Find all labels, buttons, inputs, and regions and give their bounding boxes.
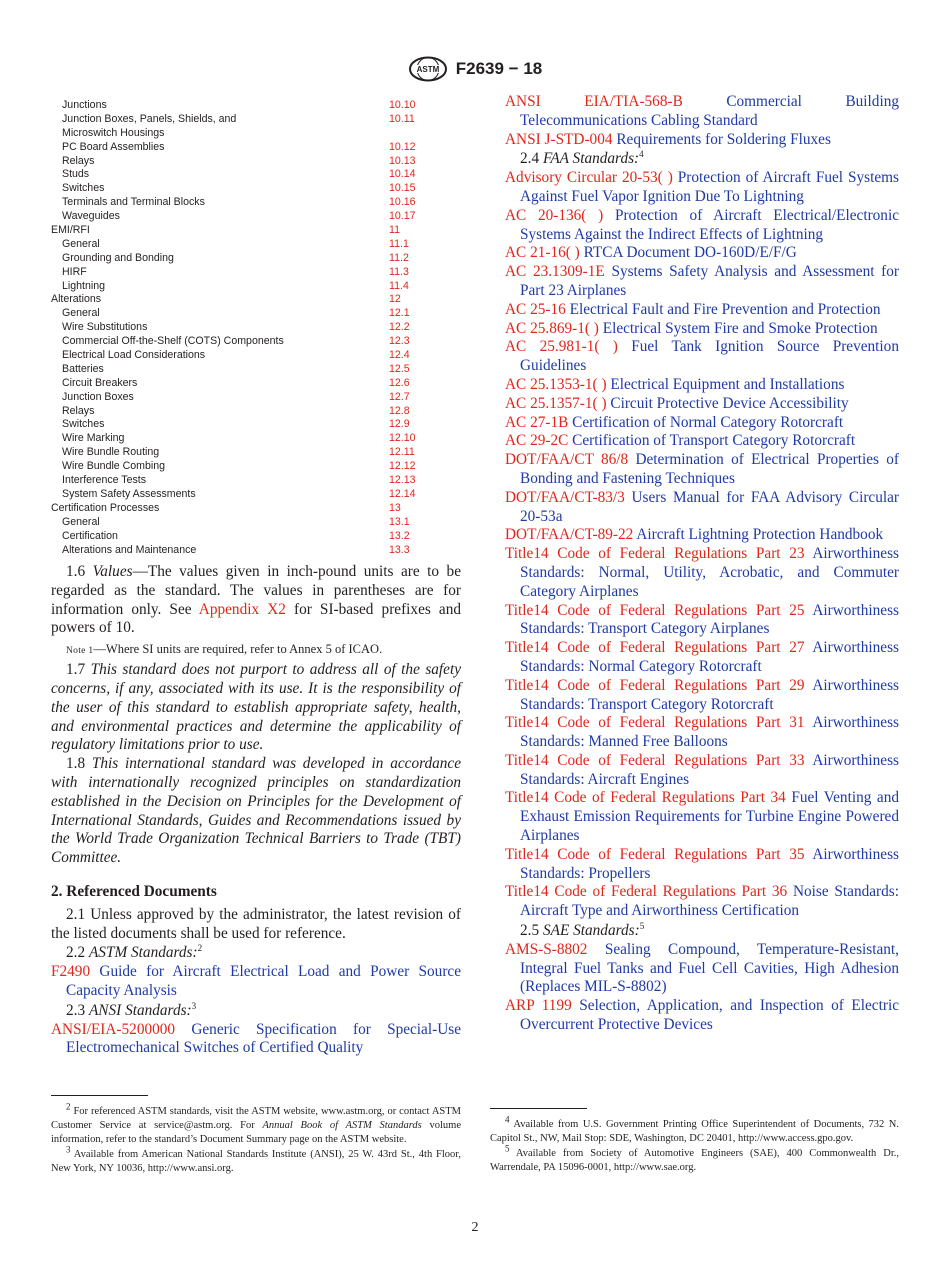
toc-label: Certification <box>62 529 118 542</box>
toc-section-number[interactable]: 12.3 <box>389 335 410 348</box>
toc-row[interactable] <box>51 210 421 224</box>
ansi-reference-list <box>51 1021 461 1059</box>
reference-code-link[interactable]: Title14 Code of Federal Regulations Part 25 <box>505 601 805 619</box>
section-2-heading: 2. Referenced Documents <box>51 882 217 900</box>
toc-row[interactable] <box>51 544 421 558</box>
toc-label: General <box>62 237 100 250</box>
toc-row[interactable] <box>51 196 421 210</box>
toc-row[interactable] <box>51 182 421 196</box>
note-1: Note 1—Where SI units are required, refer to Annex 5 of ICAO. <box>66 642 383 657</box>
toc-row[interactable] <box>51 530 421 544</box>
toc-row[interactable] <box>51 238 421 252</box>
toc-label: Certification Processes <box>51 501 160 514</box>
toc-section-number[interactable]: 13.2 <box>389 529 410 542</box>
appendix-x2-link[interactable]: Appendix X2 <box>198 600 286 618</box>
reference-entry <box>505 639 899 677</box>
reference-entry <box>505 93 899 131</box>
document-id: F2639 − 18 <box>455 59 543 78</box>
toc-section-number[interactable]: 12 <box>389 293 401 306</box>
reference-code-link[interactable]: AC 27-1B <box>505 413 569 431</box>
section-1-6: 1.6 Values—The values given in inch-pound units are to be regarded as the standard. The values in parentheses are for information only. See Appendix X2 for SI-based prefixes and powers of 10. <box>51 563 461 637</box>
reference-code-link[interactable]: AC 25-16 <box>505 300 566 318</box>
reference-entry <box>505 338 899 376</box>
reference-entry <box>505 883 899 921</box>
toc-label: Batteries <box>62 362 104 375</box>
reference-code-link[interactable]: Title14 Code of Federal Regulations Part 27 <box>505 639 805 657</box>
left-column <box>51 563 461 1058</box>
toc-row[interactable] <box>51 224 421 238</box>
toc-label: Wire Marking <box>62 432 125 445</box>
reference-title-link[interactable]: Noise Standards: Aircraft Type and Airworthiness Certification <box>520 883 900 920</box>
toc-label: HIRF <box>62 265 87 278</box>
reference-entry <box>505 376 899 395</box>
toc-row[interactable] <box>51 488 421 502</box>
toc-label: Alterations and Maintenance <box>62 543 197 556</box>
toc-label: Interference Tests <box>62 474 147 487</box>
reference-code-link[interactable]: F2490 <box>51 963 91 981</box>
reference-title-link[interactable]: Selection, Application, and Inspection of Electric Overcurrent Protective Devices <box>520 997 899 1034</box>
reference-title-link[interactable]: Systems Safety Analysis and Assessment for Part 23 Airplanes <box>520 263 899 299</box>
toc-label: Lightning <box>62 279 106 292</box>
toc-row[interactable] <box>51 113 421 127</box>
toc-row[interactable] <box>51 418 421 432</box>
reference-code-link[interactable]: AC 25.869-1( ) <box>505 319 599 337</box>
reference-code-link[interactable]: ANSI/EIA-5200000 <box>51 1020 176 1038</box>
reference-title-link[interactable]: Airworthiness Standards: Propellers <box>520 845 899 882</box>
toc-row[interactable] <box>51 168 421 182</box>
toc-label: General <box>62 307 100 320</box>
table-of-contents <box>51 99 421 557</box>
toc-row[interactable] <box>51 405 421 419</box>
reference-title-link[interactable]: Airworthiness Standards: Manned Free Balloons <box>520 714 899 751</box>
reference-code-link[interactable]: AC 21-16( ) <box>505 244 580 262</box>
reference-title-link[interactable]: Airworthiness Standards: Normal, Utility, Acrobatic, and Commuter Category Airplanes <box>520 545 899 600</box>
toc-label: Terminals and Terminal Blocks <box>62 196 205 209</box>
toc-label: Wire Bundle Routing <box>62 446 160 459</box>
reference-entry <box>505 263 899 301</box>
toc-label: Circuit Breakers <box>62 376 138 389</box>
toc-label: Relays <box>62 154 95 167</box>
reference-entry <box>505 545 899 601</box>
reference-entry <box>505 997 899 1035</box>
toc-row[interactable] <box>51 99 421 113</box>
footnotes-left <box>51 1101 462 1177</box>
reference-title-link[interactable]: Airworthiness Standards: Transport Category Airplanes <box>520 601 899 638</box>
reference-entry <box>51 963 461 1001</box>
reference-title-link[interactable]: Airworthiness Standards: Normal Category Rotorcraft <box>520 639 899 675</box>
reference-code-link[interactable]: Title14 Code of Federal Regulations Part 33 <box>505 751 805 769</box>
toc-section-number[interactable]: 13.3 <box>389 543 410 556</box>
reference-title-link[interactable]: Electrical System Fire and Smoke Protection <box>602 319 878 337</box>
footnote-5: $^5$ Available from Society of Automotive Engineers (SAE), 400 Commonwealth Dr., Warrendale, PA 15096-0001, http://www.sae.org. <box>490 1143 899 1173</box>
toc-label: Junctions <box>62 99 107 111</box>
toc-section-number[interactable]: 12.1 <box>389 307 410 320</box>
toc-row[interactable] <box>51 155 421 169</box>
footnote-4: $^4$ Available from U.S. Government Printing Office Superintendent of Documents, 732 N. Capitol St., NW, Mail Stop: SDE, Washington, DC 20401, http://www.access.gpo.gov. <box>490 1114 899 1144</box>
reference-title-link[interactable]: Fuel Venting and Exhaust Emission Requirements for Turbine Engine Powered Airplanes <box>520 789 899 845</box>
toc-label: PC Board Assemblies <box>62 140 165 153</box>
toc-label: Switches <box>62 182 105 195</box>
reference-entry <box>505 602 899 640</box>
reference-title-link[interactable]: Requirements for Soldering Fluxes <box>616 130 831 148</box>
reference-code-link[interactable]: Title14 Code of Federal Regulations Part 35 <box>505 845 805 863</box>
toc-row[interactable] <box>51 321 421 335</box>
toc-section-number[interactable]: 12.11 <box>389 446 415 459</box>
footnote-3: $^3$ Available from American National Standards Institute (ANSI), 25 W. 43rd St., 4th Floor, New York, NY 10036, http://www.ansi.org. <box>51 1144 462 1174</box>
reference-code-link[interactable]: ANSI J-STD-004 <box>505 130 613 148</box>
reference-code-link[interactable]: AC 23.1309-1E <box>505 263 605 281</box>
section-2-5: 2.5 SAE Standards:$^5$ <box>520 920 645 940</box>
reference-title-link[interactable]: Circuit Protective Device Accessibility <box>610 394 849 412</box>
reference-title-link[interactable]: RTCA Document DO-160D/E/F/G <box>583 244 797 262</box>
reference-entry <box>505 301 899 320</box>
toc-label: Microswitch Housings <box>62 126 165 139</box>
toc-row[interactable] <box>51 391 421 405</box>
toc-label: Junction Boxes <box>62 390 134 403</box>
toc-section-number[interactable]: 10.13 <box>389 154 416 167</box>
section-1-7: 1.7 This standard does not purport to address all of the safety concerns, if any, associated with its use. It is the responsibility of the user of this standard to establish appropriate safety, health, and environmental practices and determine the applicability of regulatory limitations prior to use. <box>51 661 462 754</box>
footnote-2: $^2$ For referenced ASTM standards, visit the ASTM website, www.astm.org, or contact ASTM Customer Service at service@astm.org. For Annual Book of ASTM Standards volume information, refer to the standard’s Document Summary page on the ASTM website. <box>51 1101 462 1145</box>
toc-section-number[interactable]: 10.10 <box>389 99 416 111</box>
reference-code-link[interactable]: AC 29-2C <box>505 432 569 450</box>
reference-code-link[interactable]: AMS-S-8802 <box>505 940 588 958</box>
reference-entry <box>505 846 899 884</box>
reference-title-link[interactable]: Certification of Normal Category Rotorcraft <box>572 413 844 431</box>
toc-row[interactable] <box>51 502 421 516</box>
astm-reference-list <box>51 963 461 1001</box>
toc-row[interactable] <box>51 446 421 460</box>
reference-code-link[interactable]: Title14 Code of Federal Regulations Part 36 <box>505 883 788 901</box>
toc-section-number[interactable]: 13.1 <box>389 515 410 528</box>
toc-section-number[interactable]: 12.8 <box>389 404 410 417</box>
toc-row[interactable] <box>51 460 421 474</box>
reference-entry <box>505 244 899 263</box>
toc-section-number[interactable]: 12.5 <box>389 362 410 375</box>
toc-row[interactable] <box>51 293 421 307</box>
svg-text:ASTM: ASTM <box>416 65 440 74</box>
toc-section-number[interactable]: 13 <box>389 501 401 514</box>
toc-row[interactable] <box>51 252 421 266</box>
toc-row[interactable] <box>51 307 421 321</box>
toc-label: Commercial Off-the-Shelf (COTS) Components <box>62 335 284 348</box>
reference-title-link[interactable]: Fuel Tank Ignition Source Prevention Guidelines <box>520 338 899 375</box>
toc-label: Relays <box>62 404 95 417</box>
toc-row[interactable] <box>51 335 421 349</box>
page-header <box>0 56 950 82</box>
toc-label: Studs <box>62 168 90 181</box>
reference-title-link[interactable]: Generic Specification for Special-Use Electromechanical Switches of Certified Quality <box>66 1020 461 1057</box>
toc-label: Switches <box>62 418 105 431</box>
toc-row[interactable] <box>51 141 421 155</box>
reference-code-link[interactable]: Title14 Code of Federal Regulations Part 29 <box>505 676 805 694</box>
toc-label: EMI/RFI <box>51 224 90 237</box>
reference-title-link[interactable]: Protection of Aircraft Electrical/Electronic Systems Against the Indirect Effects of Lightning <box>520 206 899 243</box>
reference-code-link[interactable]: DOT/FAA/CT-89-22 <box>505 526 634 544</box>
reference-code-link[interactable]: DOT/FAA/CT 86/8 <box>505 451 629 469</box>
reference-title-link[interactable]: Airworthiness Standards: Aircraft Engines <box>520 751 899 788</box>
toc-label: Junction Boxes, Panels, Shields, and <box>62 112 237 125</box>
toc-section-number[interactable]: 11.4 <box>389 279 409 292</box>
reference-entry <box>51 1021 461 1059</box>
toc-section-number[interactable]: 12.7 <box>389 390 410 403</box>
reference-title-link[interactable]: Users Manual for FAA Advisory Circular 20-53a <box>520 488 899 525</box>
toc-section-number[interactable]: 12.4 <box>389 349 410 362</box>
toc-section-number[interactable]: 10.12 <box>389 140 416 153</box>
reference-code-link[interactable]: Title14 Code of Federal Regulations Part 34 <box>505 789 786 807</box>
toc-row[interactable] <box>51 377 421 391</box>
section-2-4: 2.4 FAA Standards:$^4$ <box>520 149 644 168</box>
reference-entry <box>505 752 899 790</box>
reference-title-link[interactable]: Determination of Electrical Properties of Bonding and Fastening Techniques <box>520 451 899 487</box>
toc-section-number[interactable]: 10.16 <box>389 196 416 209</box>
reference-entry <box>505 414 899 433</box>
reference-entry <box>505 169 899 207</box>
section-2-3: 2.3 ANSI Standards:$^3$ <box>66 1000 197 1019</box>
toc-section-number[interactable]: 12.13 <box>389 474 416 487</box>
reference-entry <box>505 941 899 997</box>
astm-logo-icon <box>408 56 448 82</box>
reference-entry <box>505 677 899 715</box>
toc-section-number[interactable]: 12.12 <box>389 460 416 473</box>
reference-entry <box>505 489 899 527</box>
section-2-2: 2.2 ASTM Standards:$^2$ <box>66 943 203 962</box>
footnote-divider-left <box>51 1095 148 1096</box>
toc-section-number[interactable]: 10.11 <box>389 112 415 125</box>
toc-label: Alterations <box>51 293 102 306</box>
reference-code-link[interactable]: AC 25.981-1( ) <box>505 338 618 356</box>
toc-section-number[interactable]: 11 <box>389 224 400 237</box>
toc-row[interactable] <box>51 266 421 280</box>
toc-section-number[interactable]: 12.2 <box>389 321 410 334</box>
toc-row[interactable] <box>51 349 421 363</box>
toc-row[interactable] <box>51 363 421 377</box>
reference-entry <box>505 207 899 245</box>
toc-row[interactable] <box>51 280 421 294</box>
reference-code-link[interactable]: Title14 Code of Federal Regulations Part 23 <box>505 545 805 563</box>
reference-code-link[interactable]: DOT/FAA/CT-83/3 <box>505 488 625 506</box>
reference-code-link[interactable]: Advisory Circular 20-53( ) <box>505 169 673 187</box>
toc-row[interactable] <box>51 432 421 446</box>
section-2-1: 2.1 Unless approved by the administrator, the latest revision of the listed documents shall be used for reference. <box>51 905 461 942</box>
footnotes-right <box>490 1114 899 1176</box>
reference-code-link[interactable]: ARP 1199 <box>505 997 572 1015</box>
sae-reference-list <box>505 941 899 1035</box>
reference-entry <box>505 320 899 339</box>
reference-entry <box>505 432 899 451</box>
reference-title-link[interactable]: Protection of Aircraft Fuel Systems Against Fuel Vapor Ignition Due To Lightning <box>520 169 899 205</box>
toc-section-number[interactable]: 12.9 <box>389 418 410 431</box>
right-column <box>505 93 899 1035</box>
reference-title-link[interactable]: Electrical Fault and Fire Prevention and Protection <box>569 300 881 318</box>
reference-title-link[interactable]: Electrical Equipment and Installations <box>610 375 845 393</box>
toc-label: Waveguides <box>62 210 120 223</box>
reference-title-link[interactable]: Certification of Transport Category Rotorcraft <box>572 432 856 450</box>
reference-entry <box>505 789 899 845</box>
reference-title-link[interactable]: Sealing Compound, Temperature-Resistant, Integral Fuel Tanks and Fuel Cell Cavities, High Adhesion (Replaces MIL-S-8802) <box>520 940 899 996</box>
reference-entry <box>505 526 899 545</box>
toc-label: System Safety Assessments <box>62 487 196 500</box>
reference-title-link[interactable]: Airworthiness Standards: Transport Category Rotorcraft <box>520 676 899 713</box>
reference-title-link[interactable]: Commercial Building Telecommunications Cabling Standard <box>520 93 899 129</box>
toc-section-number[interactable]: 12.10 <box>389 432 416 445</box>
toc-label: General <box>62 515 100 528</box>
toc-section-number[interactable]: 12.14 <box>389 487 416 500</box>
toc-section-number[interactable]: 11.1 <box>389 237 409 250</box>
reference-entry <box>505 131 899 150</box>
reference-code-link[interactable]: AC 25.1353-1( ) <box>505 375 607 393</box>
toc-section-number[interactable]: 10.14 <box>389 168 416 181</box>
toc-label: Electrical Load Considerations <box>62 349 206 362</box>
reference-code-link[interactable]: AC 20-136( ) <box>505 206 604 224</box>
toc-row[interactable] <box>51 127 421 141</box>
reference-title-link[interactable]: Aircraft Lightning Protection Handbook <box>636 526 884 544</box>
toc-label: Grounding and Bonding <box>62 251 174 264</box>
reference-entry <box>505 451 899 489</box>
toc-section-number[interactable]: 10.15 <box>389 182 416 195</box>
toc-section-number[interactable]: 12.6 <box>389 376 410 389</box>
toc-section-number[interactable]: 10.17 <box>389 210 416 223</box>
reference-code-link[interactable]: ANSI EIA/TIA-568-B <box>505 93 683 110</box>
reference-code-link[interactable]: Title14 Code of Federal Regulations Part 31 <box>505 714 805 732</box>
ansi-reference-list-continued <box>505 93 899 149</box>
toc-section-number[interactable]: 11.2 <box>389 251 409 264</box>
faa-reference-list <box>505 169 899 921</box>
reference-entry <box>505 395 899 414</box>
toc-label: Wire Bundle Combing <box>62 460 166 473</box>
footnote-divider-right <box>490 1108 587 1109</box>
reference-title-link[interactable]: Guide for Aircraft Electrical Load and Power Source Capacity Analysis <box>66 963 462 999</box>
toc-row[interactable] <box>51 516 421 530</box>
toc-label: Wire Substitutions <box>62 321 148 334</box>
toc-row[interactable] <box>51 474 421 488</box>
reference-code-link[interactable]: AC 25.1357-1( ) <box>505 394 607 412</box>
reference-entry <box>505 714 899 752</box>
toc-section-number[interactable]: 11.3 <box>389 265 409 278</box>
section-1-8: 1.8 This international standard was developed in accordance with internationally recognized principles on standardization established in the Decision on Principles for the Development of International Standards, Guides and Recommendations issued by the World Trade Organization Technical Barriers to Trade (TBT) Committee. <box>51 755 461 867</box>
page-number: 2 <box>471 1220 479 1235</box>
